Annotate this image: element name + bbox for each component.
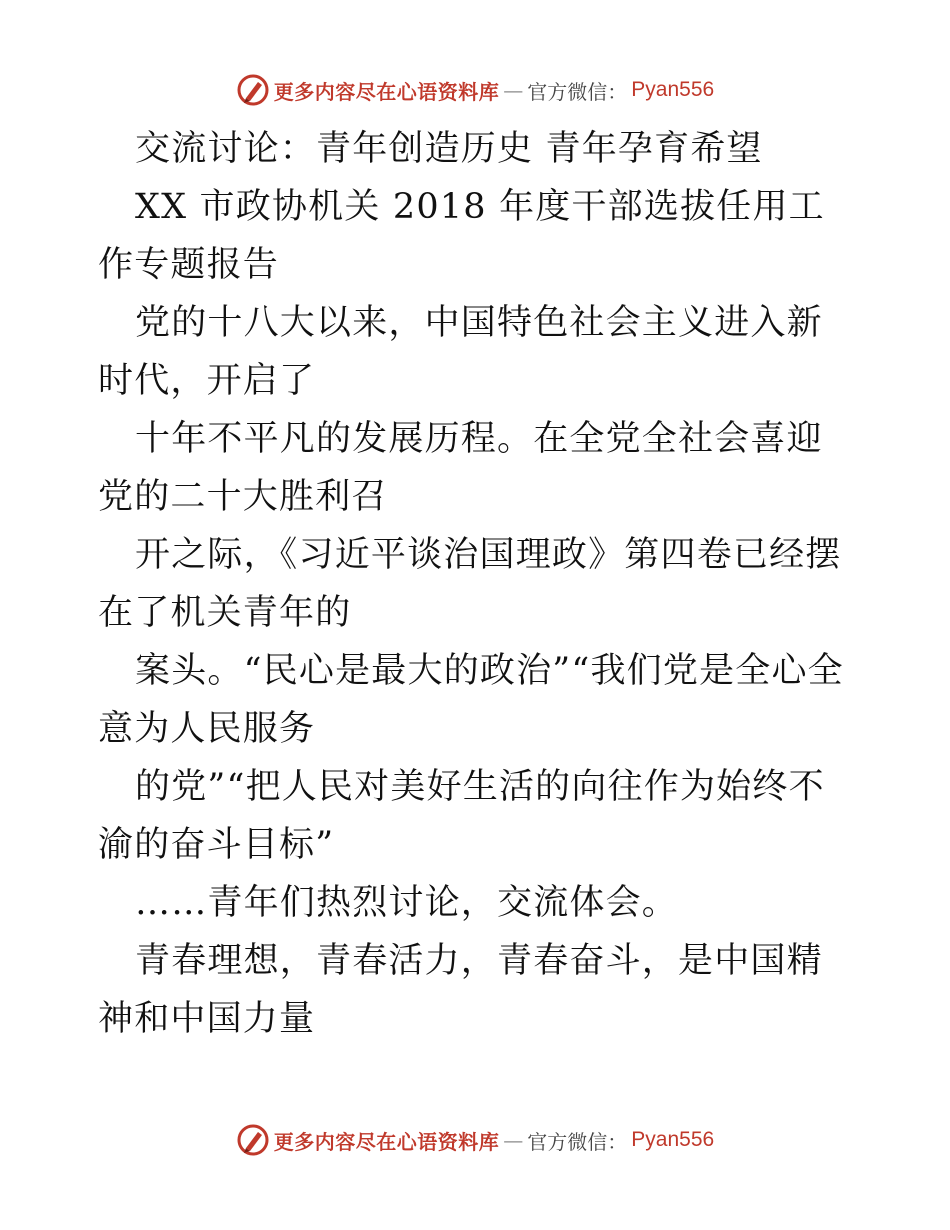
doc-paragraph: 案头。“民心是最大的政治”“我们党是全心全意为人民服务 (98, 651, 844, 749)
doc-paragraph: 开之际，《习近平谈治国理政》第四卷已经摆在了机关青年的 (98, 535, 842, 633)
doc-paragraph: 十年不平凡的发展历程。在全党全社会喜迎党的二十大胜利召 (98, 419, 823, 517)
doc-title: 交流讨论：青年创造历史 青年孕育希望 (135, 129, 763, 169)
doc-paragraph: 的党”“把人民对美好生活的向往作为始终不渝的奋斗目标” (98, 767, 825, 865)
doc-paragraph: 党的十八大以来，中国特色社会主义进入新时代，开启了 (98, 303, 823, 401)
document-body (98, 120, 858, 1048)
doc-subtitle: XX 市政协机关 2018 年度干部选拔任用工作专题报告 (98, 187, 825, 285)
banner-text: 更多内容尽在心语资料库 (273, 79, 500, 104)
pen-logo-icon (236, 1123, 270, 1157)
banner-wechat-label: 官方微信： (527, 1129, 628, 1154)
banner-separator: — (503, 78, 524, 102)
banner-text: 更多内容尽在心语资料库 (273, 1129, 500, 1154)
doc-paragraph: ……青年们热烈讨论，交流体会。 (135, 883, 679, 923)
footer-banner (0, 1120, 950, 1160)
banner-wechat-id: Pyan556 (631, 1128, 715, 1151)
banner-wechat-label: 官方微信： (527, 79, 628, 104)
banner-separator: — (503, 1128, 524, 1152)
header-banner (0, 70, 950, 110)
doc-paragraph: 青春理想，青春活力，青春奋斗，是中国精神和中国力量 (98, 941, 823, 1039)
banner-wechat-id: Pyan556 (631, 78, 715, 101)
pen-logo-icon (236, 73, 270, 107)
